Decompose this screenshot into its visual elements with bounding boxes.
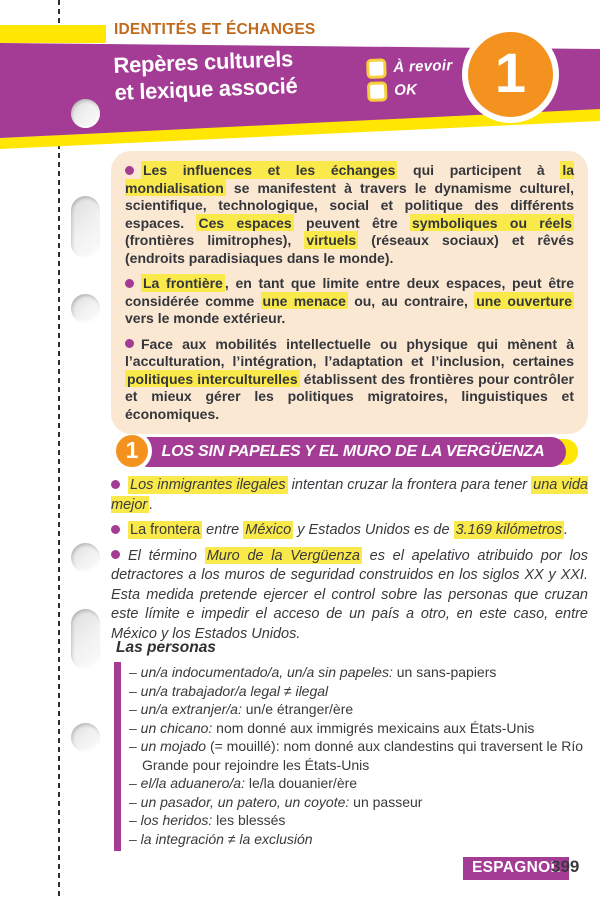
bullet-dot-icon (111, 525, 120, 534)
bullet-dot-icon (125, 166, 134, 175)
page-number: 399 (551, 857, 580, 876)
page-title (113, 45, 298, 106)
page-title-line1: Repères culturels (113, 46, 294, 78)
subject-badge: ESPAGNOL (463, 857, 569, 880)
unit-number-badge (462, 26, 559, 123)
checkbox-ok-label: OK (393, 81, 418, 100)
intro-paragraph-text: Les influences et les échanges qui participent à la mondialisation se manifestent à travers le dynamisme culturel, scientifique, technologique, social et politique des différents espaces. Ces espaces peuvent être symboliques ou réels (frontières limitrophes), virtuels (réseaux sociaux) et rêvés (endroits paradisiaques dans le monde). (125, 162, 575, 266)
section-bullet (111, 547, 588, 645)
section-bullet (111, 521, 588, 541)
vocab-item: – un pasador, un patero, un coyote: un passeur (129, 793, 423, 810)
bullet-dot-icon (111, 550, 120, 559)
section-number: 1 (125, 436, 139, 463)
review-checkboxes (366, 54, 454, 103)
vocab-item: – los heridos: les blessés (129, 812, 286, 828)
section-banner (140, 437, 566, 467)
bullet-dot-icon (125, 339, 134, 348)
category-label: IDENTITÉS ET ÉCHANGES (114, 21, 316, 38)
vocab-item: – la integración ≠ la exclusión (129, 830, 313, 847)
bullet-dot-icon (125, 279, 134, 288)
punch-hole (71, 99, 100, 128)
checkbox-a-revoir-label: À revoir (393, 56, 453, 77)
intro-paragraph (125, 336, 574, 424)
vocab-item: – un mojado (= mouillé): nom donné aux clandestins qui traversent le Río Grande pour rejoindre les États-Unis (129, 738, 584, 773)
page-title-line2: et lexique associé (114, 72, 298, 105)
section-bullet-text: Los inmigrantes ilegales intentan cruzar la frontera para tener una vida mejor . (111, 477, 588, 513)
category-accent-bar (0, 25, 106, 43)
section-bullet-text: El término Muro de la Vergüenza es el apelativo atribuido por los detractores a los muros de seguridad construidos en los siglos XX y XXI. Esta medida pretende ejercer el control sobre las personas que cruzan este límite e impedir el acceso de un país a otro, en este caso, entre México y los Estados Unidos. (111, 547, 588, 642)
unit-number: 1 (494, 41, 527, 104)
punch-hole (71, 723, 100, 752)
vocab-item: – un chicano: nom donné aux immigrés mexicains aux États-Unis (129, 719, 535, 736)
vocab-item: – un/a indocumentado/a, un/a sin papeles: un sans-papiers (129, 664, 497, 680)
section-bullet (111, 476, 588, 515)
intro-paragraph (125, 162, 574, 267)
vocab-item: – el/la aduanero/a: le/la douanier/ère (129, 775, 358, 791)
intro-box (111, 151, 588, 434)
vocab-item: – un/a extranjer/a: un/e étranger/ère (129, 701, 354, 717)
vocab-item: – un/a trabajador/a legal ≠ ilegal (129, 682, 329, 699)
intro-paragraph-text: Face aux mobilités intellectuelle ou physique qui mènent à l’acculturation, l’intégration, l’adaptation et l’inclusion, certaines politiques interculturelles établissent des frontières pour contrôler et mieux gérer les politiques migratoires, linguistiques et économiques. (125, 335, 575, 422)
vocab-heading: Las personas (116, 639, 216, 656)
punch-hole (71, 196, 100, 258)
checkbox-row-a-revoir (366, 54, 453, 80)
punch-hole (71, 609, 100, 669)
section-bullet-text: La frontera entre México y Estados Unidos es de 3.169 kilómetros . (130, 522, 569, 538)
section-content (111, 476, 588, 650)
checkbox-a-revoir[interactable] (366, 58, 387, 79)
vocab-list (114, 662, 588, 851)
bullet-dot-icon (111, 480, 120, 489)
section-title: LOS SIN PAPELES Y EL MURO DE LA VERGÜENZA (161, 443, 545, 460)
checkbox-row-ok (367, 77, 454, 103)
punch-hole (71, 294, 100, 323)
section-number-badge (112, 431, 152, 471)
intro-paragraph (125, 275, 574, 328)
punch-hole (71, 543, 100, 572)
vocab-block (114, 639, 588, 851)
intro-paragraph-text: La frontière , en tant que limite entre deux espaces, peut être considérée comme une menace ou, au contraire, une ouverture vers le monde extérieur. (125, 275, 575, 326)
section-header (111, 430, 588, 472)
checkbox-ok[interactable] (367, 81, 388, 102)
